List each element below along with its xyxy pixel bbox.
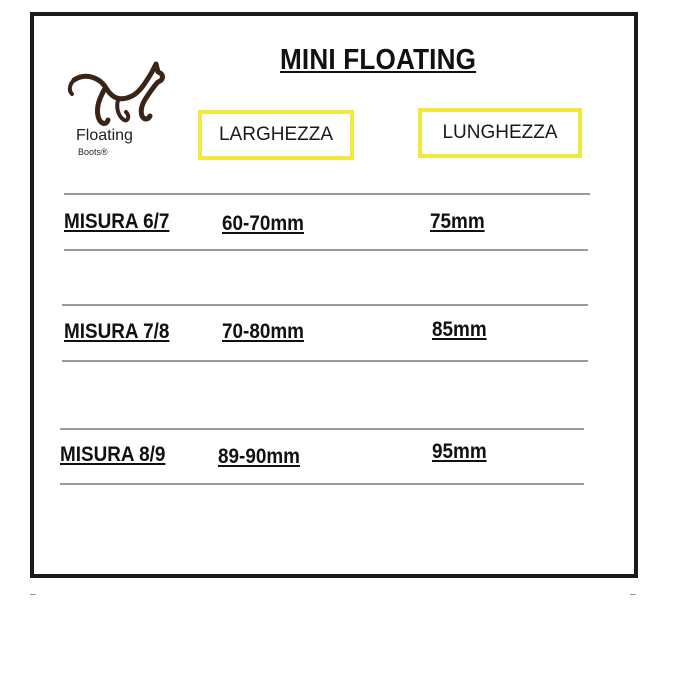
- horse-logo-icon: [60, 58, 170, 168]
- divider: [30, 594, 36, 595]
- divider: [630, 594, 636, 595]
- table-rule: [64, 249, 588, 251]
- table-rule: [62, 304, 588, 306]
- table-rule: [60, 483, 584, 485]
- table-row-size: MISURA 7/8: [64, 320, 170, 343]
- table-rule: [64, 193, 590, 195]
- table-row-length: 85mm: [432, 318, 487, 341]
- table-row-size: MISURA 6/7: [64, 210, 170, 233]
- chart-title: MINI FLOATING: [280, 44, 477, 76]
- header-width: LARGHEZZA: [198, 110, 354, 160]
- table-row-width: 89-90mm: [218, 445, 300, 468]
- table-row-length: 75mm: [430, 210, 485, 233]
- table-row-width: 60-70mm: [222, 212, 304, 235]
- logo-subtitle: Boots®: [78, 147, 108, 157]
- table-row-size: MISURA 8/9: [60, 443, 166, 466]
- table-rule: [60, 428, 584, 430]
- logo-name: Floating: [76, 127, 133, 144]
- table-row-width: 70-80mm: [222, 320, 304, 343]
- table-rule: [62, 360, 588, 362]
- header-length: LUNGHEZZA: [418, 108, 582, 158]
- table-row-length: 95mm: [432, 440, 487, 463]
